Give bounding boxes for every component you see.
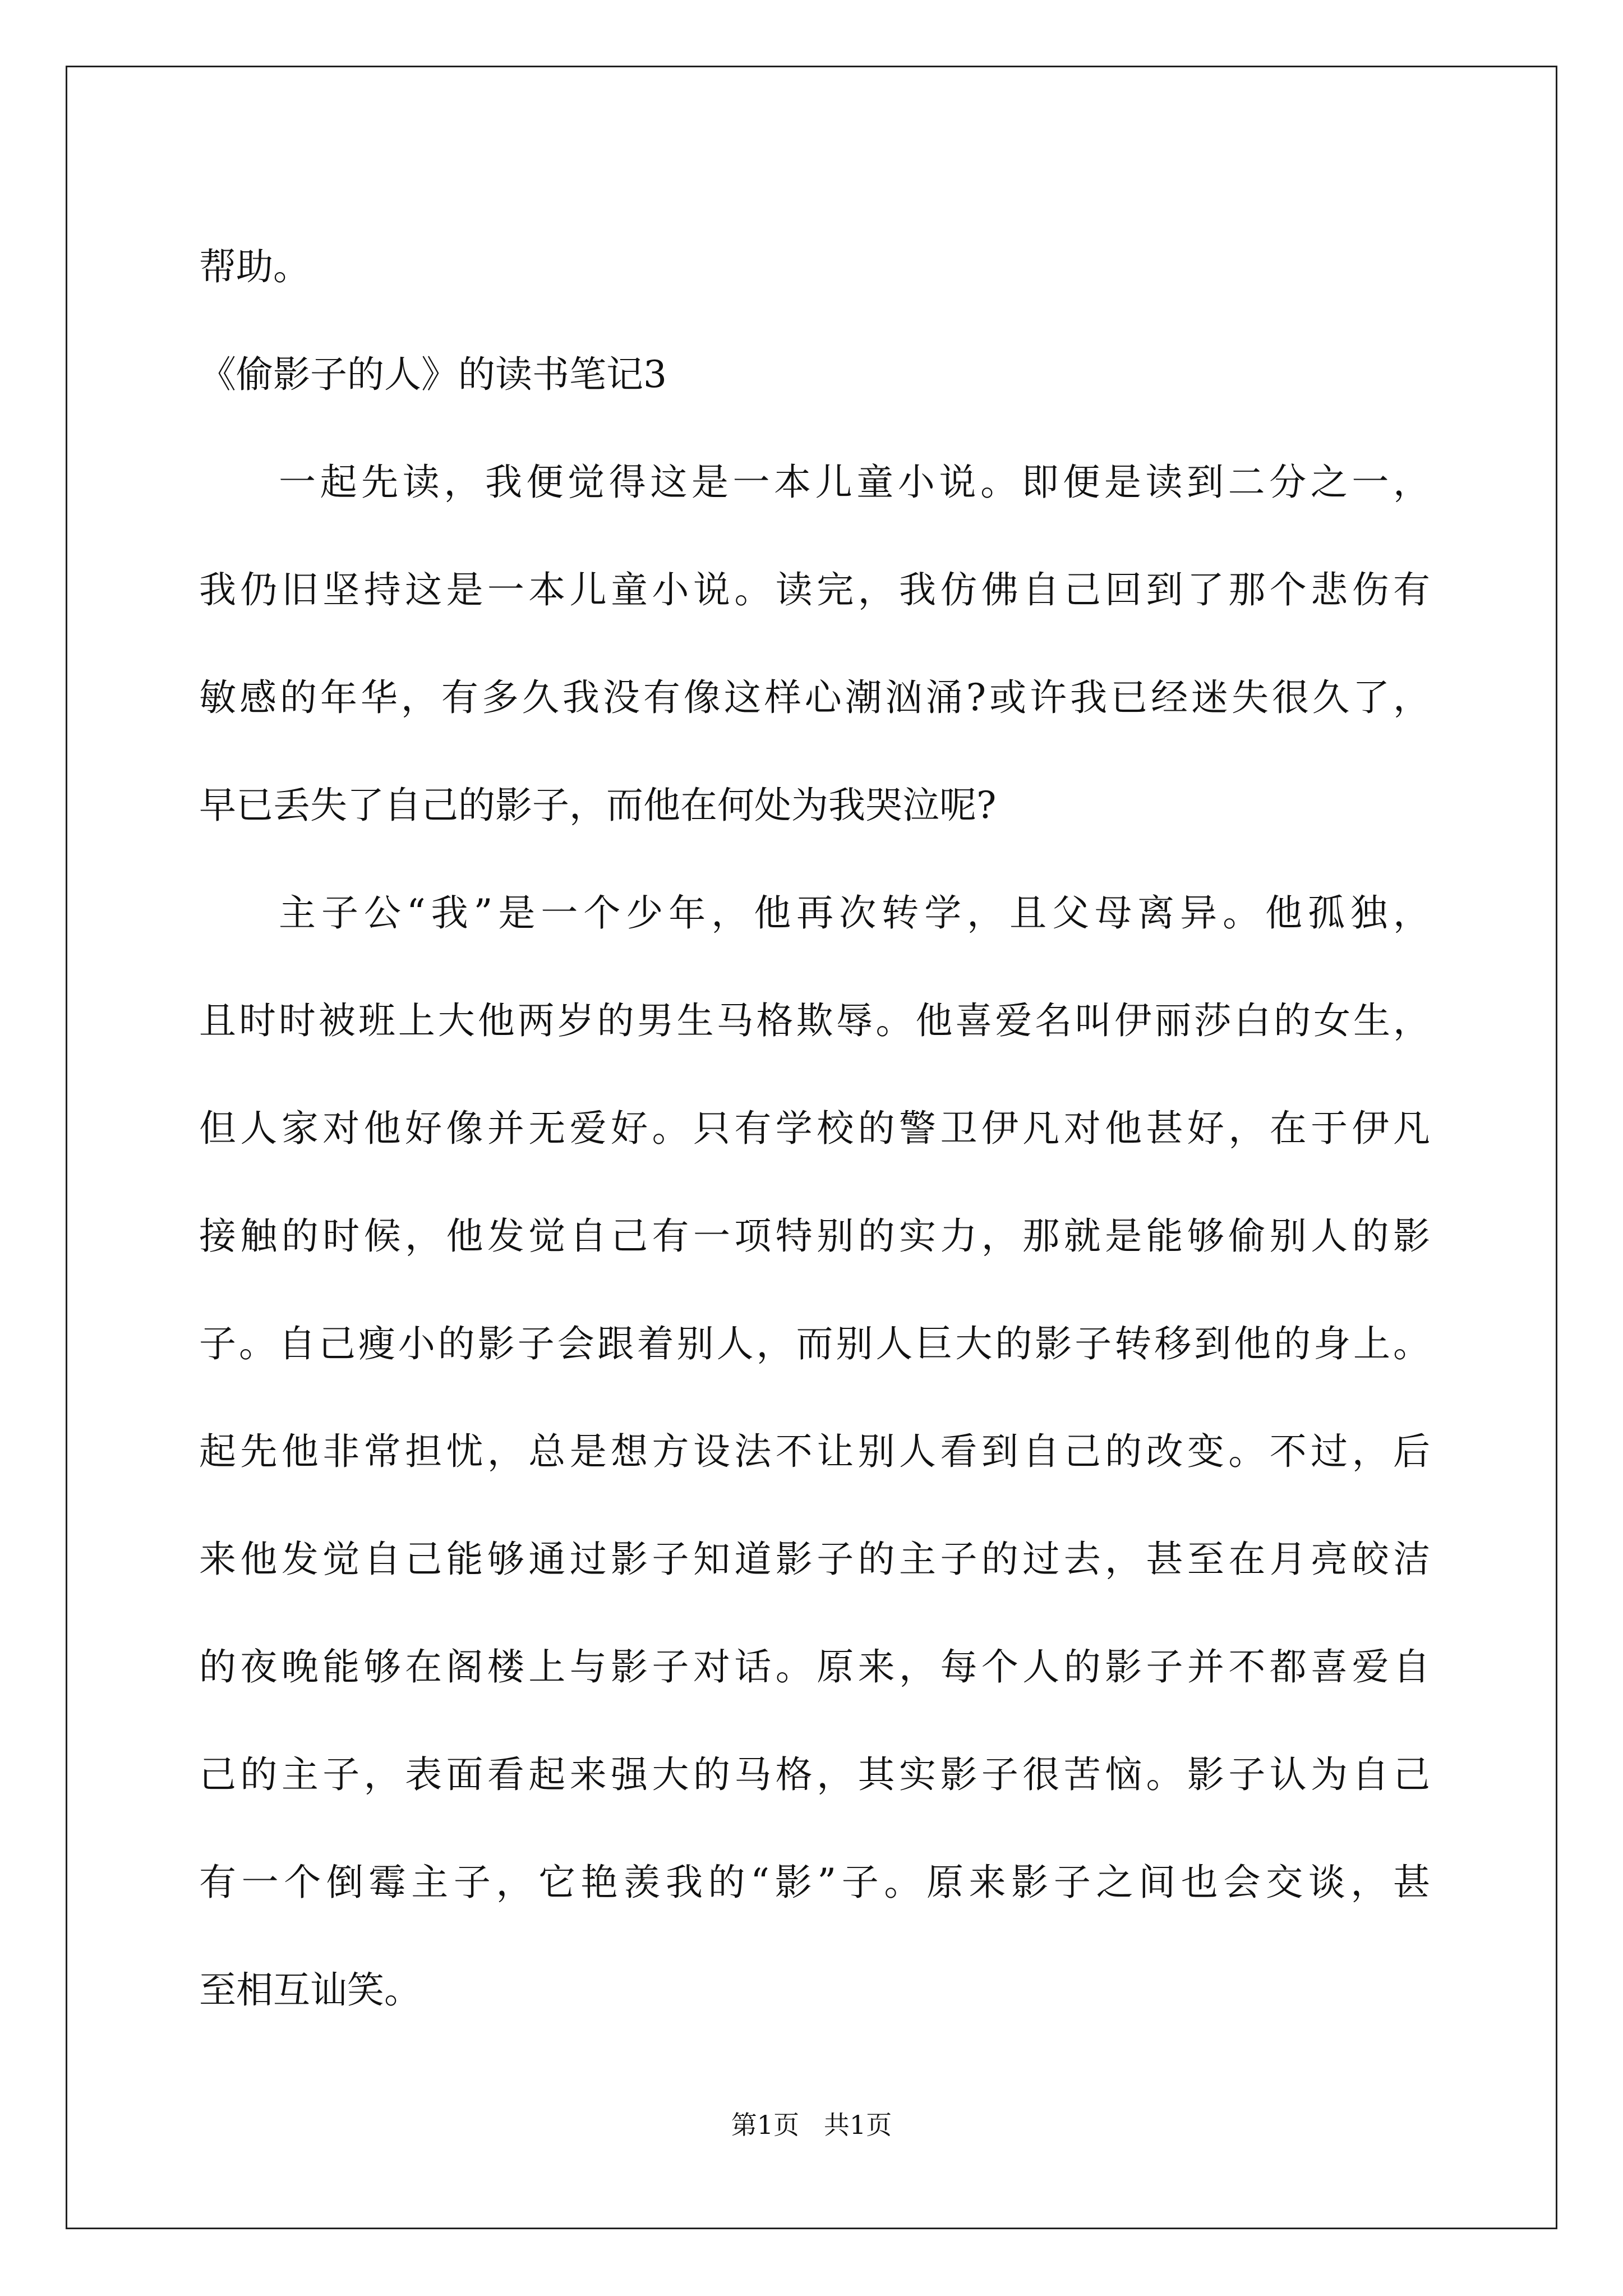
text-line: 己的主子，表面看起来强大的马格，其实影子很苦恼。影子认为自己 (199, 1753, 1430, 1796)
text-line: 的夜晚能够在阁楼上与影子对话。原来，每个人的影子并不都喜爱自 (199, 1645, 1430, 1688)
text-line: 至相互讪笑。 (199, 1968, 421, 2012)
text-line: 且时时被班上大他两岁的男生马格欺辱。他喜爱名叫伊丽莎白的女生， (199, 999, 1430, 1042)
text-line: 来他发觉自己能够通过影子知道影子的主子的过去，甚至在月亮皎洁 (199, 1538, 1430, 1581)
text-line: 起先他非常担忧，总是想方设法不让别人看到自己的改变。不过，后 (199, 1430, 1430, 1473)
text-line: 有一个倒霉主子，它艳羡我的“影”子。原来影子之间也会交谈，甚 (199, 1861, 1430, 1904)
text-line: 子。自己瘦小的影子会跟着别人，而别人巨大的影子转移到他的身上。 (199, 1322, 1430, 1365)
text-line: 主子公“我”是一个少年，他再次转学，且父母离异。他孤独， (279, 891, 1430, 935)
page-footer: 第1页 共1页 (731, 2110, 892, 2140)
text-line: 早已丢失了自己的影子，而他在何处为我哭泣呢? (199, 784, 997, 827)
text-line: 敏感的年华，有多久我没有像这样心潮汹涌?或许我已经迷失很久了， (199, 676, 1430, 719)
text-line: 一起先读，我便觉得这是一本儿童小说。即便是读到二分之一， (279, 461, 1430, 504)
text-line: 接触的时候，他发觉自己有一项特别的实力，那就是能够偷别人的影 (199, 1214, 1430, 1258)
text-line: 帮助。 (199, 245, 310, 288)
section-heading: 《偷影子的人》的读书笔记3 (199, 353, 667, 396)
document-body (199, 213, 1430, 2044)
text-line: 但人家对他好像并无爱好。只有学校的警卫伊凡对他甚好，在于伊凡 (199, 1107, 1430, 1150)
text-line: 我仍旧坚持这是一本儿童小说。读完，我仿佛自己回到了那个悲伤有 (199, 568, 1430, 611)
